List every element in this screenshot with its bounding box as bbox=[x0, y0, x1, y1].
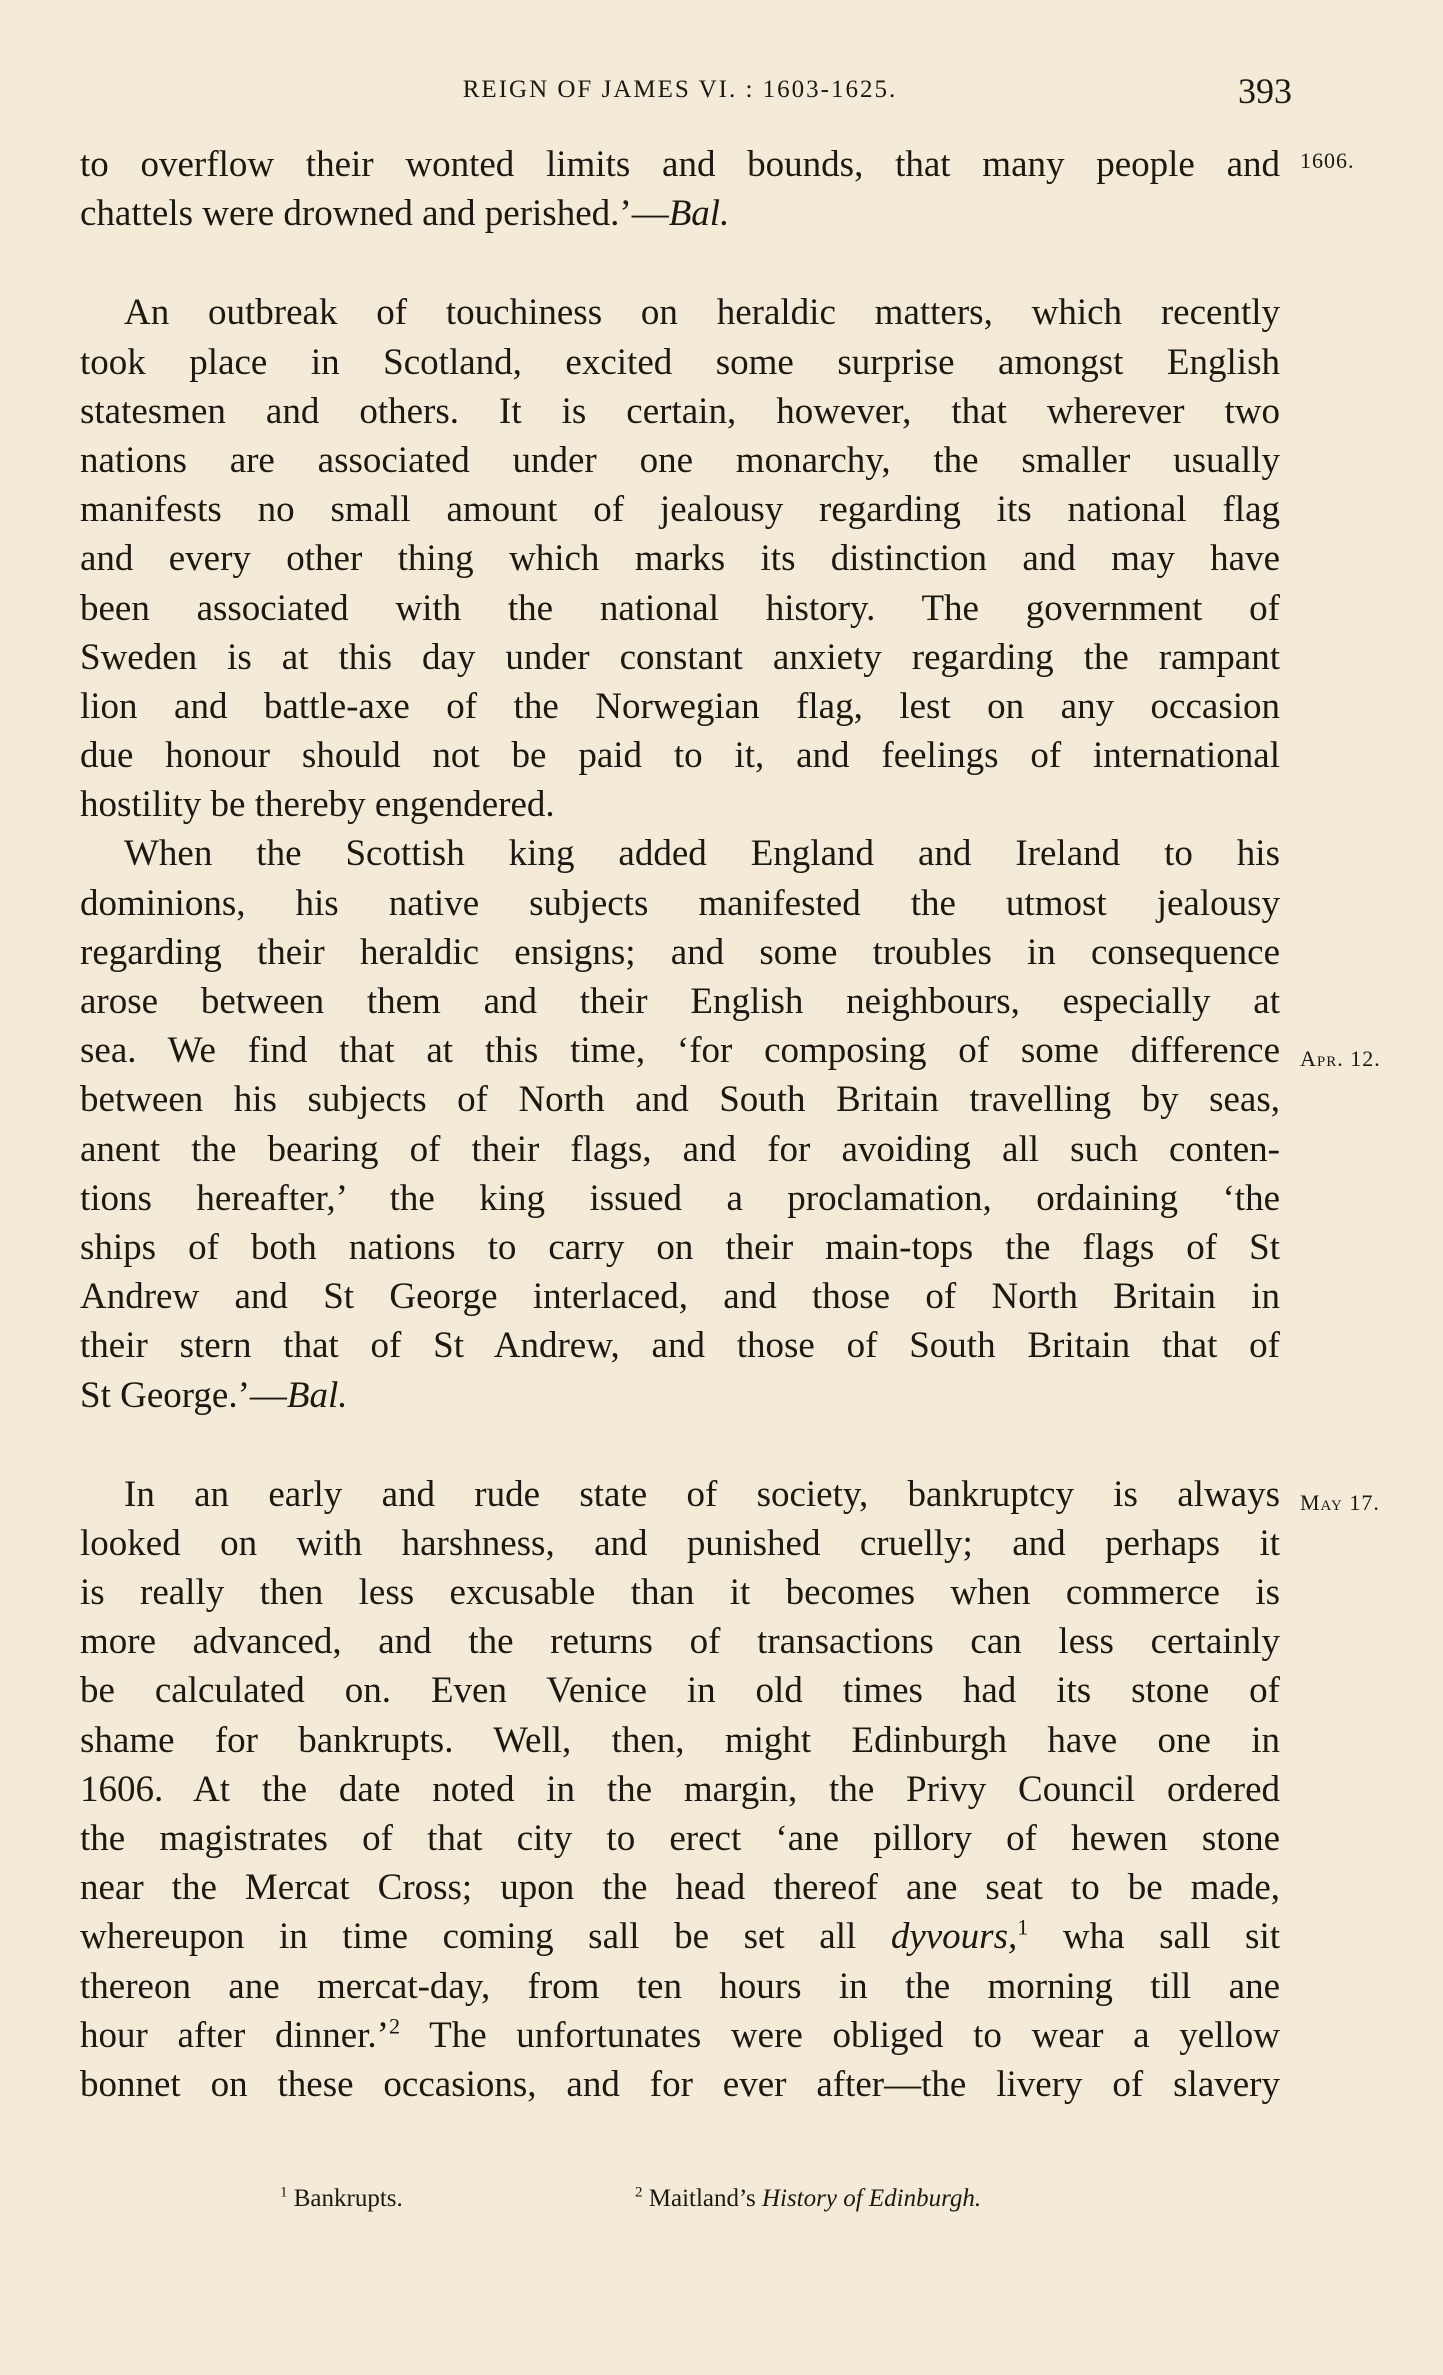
source-citation: Bal. bbox=[668, 193, 730, 235]
text-line: Sweden is at this day under constant anxiety regarding the rampant bbox=[80, 636, 1280, 678]
footnote-text: Bankrupts. bbox=[293, 2185, 403, 2212]
text-line bbox=[80, 1912, 1280, 1961]
footnote-2 bbox=[635, 2185, 981, 2213]
footnote-mark: 2 bbox=[635, 2184, 643, 2201]
margin-note-april: Apr. 12. bbox=[1300, 1046, 1381, 1071]
text-line: near the Mercat Cross; upon the head thereof ane seat to be made, bbox=[80, 1867, 1280, 1909]
text-line: ships of both nations to carry on their main-tops the flags of St bbox=[80, 1226, 1280, 1268]
text-line: statesmen and others. It is certain, however, that wherever two bbox=[80, 390, 1280, 432]
italic-term: dyvours, bbox=[890, 1916, 1018, 1958]
text-line: nations are associated under one monarchy, the smaller usually bbox=[80, 439, 1280, 481]
footnote-1 bbox=[280, 2185, 403, 2213]
text-run: chattels were drowned and perished.’— bbox=[80, 193, 669, 235]
body-text bbox=[80, 140, 1280, 2109]
source-citation: Bal. bbox=[286, 1374, 348, 1416]
text-line: arose between them and their English neighbours, especially at bbox=[80, 981, 1280, 1022]
text-line: sea. We find that at this time, ‘for composing of some difference bbox=[80, 1030, 1280, 1072]
text-line: When the Scottish king added England and Ireland to his bbox=[124, 833, 1280, 875]
footnote-mark: 1 bbox=[280, 2184, 288, 2201]
margin-note-year: 1606. bbox=[1300, 148, 1355, 173]
text-run: wha sall sit bbox=[1028, 1916, 1281, 1958]
text-line: been associated with the national history. The government of bbox=[80, 587, 1280, 629]
text-line: looked on with harshness, and punished cruelly; and perhaps it bbox=[80, 1522, 1280, 1564]
text-line: due honour should not be paid to it, and feelings of international bbox=[80, 735, 1280, 777]
text-line: hostility be thereby engendered. bbox=[80, 784, 555, 826]
text-run: whereupon in time coming sall be set all bbox=[80, 1916, 891, 1958]
paragraph-gap bbox=[80, 1420, 1280, 1470]
text-line: dominions, his native subjects manifested the utmost jealousy bbox=[80, 882, 1280, 924]
text-run: The unfortunates were obliged to wear a yellow bbox=[400, 2014, 1280, 2056]
footnote-ref: 2 bbox=[389, 2013, 401, 2039]
text-line bbox=[80, 1371, 1280, 1420]
text-line: is really then less excusable than it becomes when commerce is bbox=[80, 1572, 1280, 1614]
text-line: 1606. At the date noted in the margin, the Privy Council ordered bbox=[80, 1768, 1280, 1810]
text-line: to overflow their wonted limits and bounds, that many people and bbox=[80, 144, 1280, 185]
text-line: bonnet on these occasions, and for ever after—the livery of slavery bbox=[80, 2063, 1280, 2105]
paragraph-gap bbox=[80, 238, 1280, 288]
text-line: took place in Scotland, excited some surprise amongst English bbox=[80, 341, 1280, 383]
running-head bbox=[80, 70, 1292, 111]
footnotes bbox=[80, 2185, 1280, 2225]
text-line: Andrew and St George interlaced, and those of North Britain in bbox=[80, 1276, 1280, 1318]
text-line: shame for bankrupts. Well, then, might Edinburgh have one in bbox=[80, 1719, 1280, 1761]
text-line: manifests no small amount of jealousy regarding its national flag bbox=[80, 489, 1280, 531]
text-run: hour after dinner.’ bbox=[80, 2014, 389, 2056]
margin-note-may: May 17. bbox=[1300, 1490, 1380, 1515]
text-line bbox=[80, 2011, 1280, 2060]
text-line: between his subjects of North and South Britain travelling by seas, bbox=[80, 1079, 1280, 1121]
text-line: anent the bearing of their flags, and for avoiding all such conten- bbox=[80, 1128, 1280, 1170]
text-line bbox=[80, 189, 1280, 238]
footnote-title: History of Edinburgh. bbox=[761, 2185, 982, 2212]
footnote-ref: 1 bbox=[1017, 1915, 1029, 1941]
text-line: thereon ane mercat-day, from ten hours in the morning till ane bbox=[80, 1965, 1280, 2007]
text-line: lion and battle-axe of the Norwegian flag, lest on any occasion bbox=[80, 685, 1280, 727]
text-run: St George.’— bbox=[80, 1374, 287, 1416]
running-title: REIGN OF JAMES VI. : 1603-1625. bbox=[462, 76, 898, 103]
text-line: be calculated on. Even Venice in old times had its stone of bbox=[80, 1670, 1280, 1712]
text-line: more advanced, and the returns of transactions can less certainly bbox=[80, 1621, 1280, 1663]
footnote-text: Maitland’s bbox=[648, 2185, 762, 2212]
text-line: and every other thing which marks its distinction and may have bbox=[80, 538, 1280, 580]
text-line: regarding their heraldic ensigns; and some troubles in consequence bbox=[80, 931, 1280, 973]
text-line: In an early and rude state of society, bankruptcy is always bbox=[124, 1473, 1280, 1515]
text-line: their stern that of St Andrew, and those of South Britain that of bbox=[80, 1325, 1280, 1367]
text-line: the magistrates of that city to erect ‘ane pillory of hewen stone bbox=[80, 1818, 1280, 1859]
text-line: An outbreak of touchiness on heraldic matters, which recently bbox=[124, 292, 1280, 334]
page-number: 393 bbox=[1238, 71, 1292, 111]
text-line: tions hereafter,’ the king issued a proclamation, ordaining ‘the bbox=[80, 1177, 1280, 1219]
